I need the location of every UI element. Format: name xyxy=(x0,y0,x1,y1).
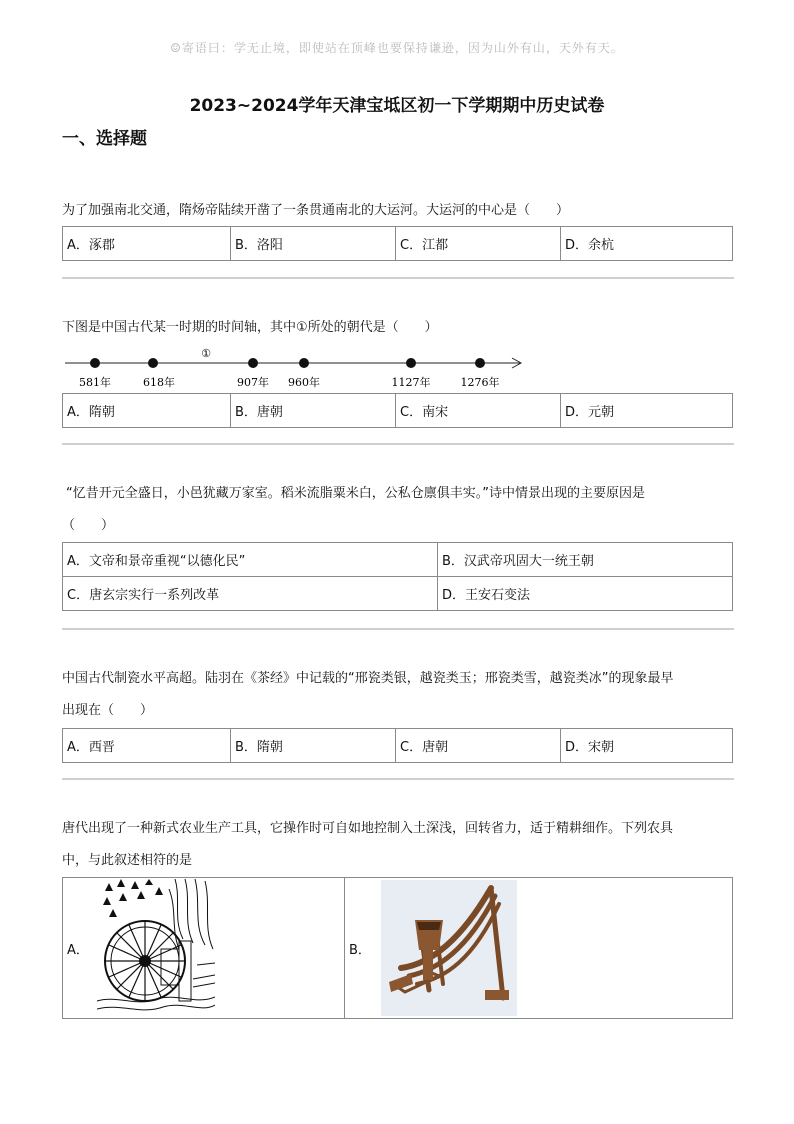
option-a[interactable]: A．文帝和景帝重视“以德化民” xyxy=(63,543,438,577)
exam-title: 2023~2024学年天津宝坻区初一下学期期中历史试卷 xyxy=(189,96,605,116)
option-c[interactable]: C．唐玄宗实行一系列改革 xyxy=(63,577,438,611)
question-4-stem-line1: 中国古代制瓷水平高超。陆羽在《茶经》中记载的“邢瓷类银，越瓷类玉；邢瓷类雪，越瓷类冰”的现象最早 xyxy=(62,671,674,686)
option-a[interactable]: A．涿郡 xyxy=(63,227,231,261)
option-a[interactable]: A．隋朝 xyxy=(63,394,231,428)
question-4-stem xyxy=(62,663,734,727)
option-c[interactable]: C．江都 xyxy=(396,227,561,261)
timeline-dot xyxy=(148,358,158,368)
option-b[interactable]: B．汉武帝巩固大一统王朝 xyxy=(438,543,733,577)
timeline-diagram xyxy=(62,343,532,393)
question-2-options xyxy=(62,393,733,428)
motto-header: ☺寄语曰：学无止境，即使站在顶峰也要保持谦逊，因为山外有山，天外有天。 xyxy=(170,41,624,55)
timeline-marker: ① xyxy=(201,347,211,360)
question-1-options xyxy=(62,226,733,261)
option-a[interactable] xyxy=(63,878,345,1019)
timeline-label: 960年 xyxy=(288,376,320,389)
curved-plow-image xyxy=(381,880,517,1016)
divider xyxy=(62,628,734,630)
question-4-stem-line2: 出现在（ ） xyxy=(62,703,154,718)
timeline-dot xyxy=(248,358,258,368)
option-b[interactable]: B．唐朝 xyxy=(231,394,396,428)
option-b[interactable]: B．洛阳 xyxy=(231,227,396,261)
option-d[interactable]: D．宋朝 xyxy=(561,729,733,763)
question-1-stem: 为了加强南北交通，隋炀帝陆续开凿了一条贯通南北的大运河。大运河的中心是（ ） xyxy=(62,203,570,218)
question-5-stem-line1: 唐代出现了一种新式农业生产工具，它操作时可自如地控制入土深浅，回转省力，适于精耕细作。下列农具 xyxy=(62,821,674,836)
divider xyxy=(62,277,734,279)
option-b[interactable] xyxy=(345,878,733,1019)
option-d[interactable]: D．元朝 xyxy=(561,394,733,428)
waterwheel-image xyxy=(97,879,215,1017)
question-3-stem-line1: “忆昔开元全盛日，小邑犹藏万家室。稻米流脂粟米白，公私仓廪俱丰实。”诗中情景出现的主要原因是 xyxy=(66,486,645,501)
timeline-label: 907年 xyxy=(237,376,269,389)
timeline-label: 581年 xyxy=(79,376,111,389)
question-3-stem-line2: （ ） xyxy=(62,518,115,533)
timeline-dot xyxy=(475,358,485,368)
question-5-stem xyxy=(62,813,734,877)
option-d[interactable]: D．王安石变法 xyxy=(438,577,733,611)
question-3-stem xyxy=(62,478,734,542)
question-5-options xyxy=(62,877,733,1019)
question-5-stem-line2: 中，与此叙述相符的是 xyxy=(62,853,193,868)
question-4-options xyxy=(62,728,733,763)
timeline-label: 1276年 xyxy=(460,376,500,389)
question-3-options xyxy=(62,542,733,611)
timeline-label: 1127年 xyxy=(391,376,431,389)
option-a[interactable]: A．西晋 xyxy=(63,729,231,763)
option-b[interactable]: B．隋朝 xyxy=(231,729,396,763)
option-c[interactable]: C．唐朝 xyxy=(396,729,561,763)
option-b-label: B． xyxy=(349,942,371,958)
timeline-label: 618年 xyxy=(143,376,175,389)
option-d[interactable]: D．余杭 xyxy=(561,227,733,261)
question-2-stem: 下图是中国古代某一时期的时间轴，其中①所处的朝代是（ ） xyxy=(62,320,438,335)
divider xyxy=(62,778,734,780)
timeline-dot xyxy=(406,358,416,368)
divider xyxy=(62,443,734,445)
timeline-dot xyxy=(299,358,309,368)
timeline-dot xyxy=(90,358,100,368)
option-a-label: A． xyxy=(67,942,89,958)
option-c[interactable]: C．南宋 xyxy=(396,394,561,428)
section-heading: 一、选择题 xyxy=(62,129,147,149)
